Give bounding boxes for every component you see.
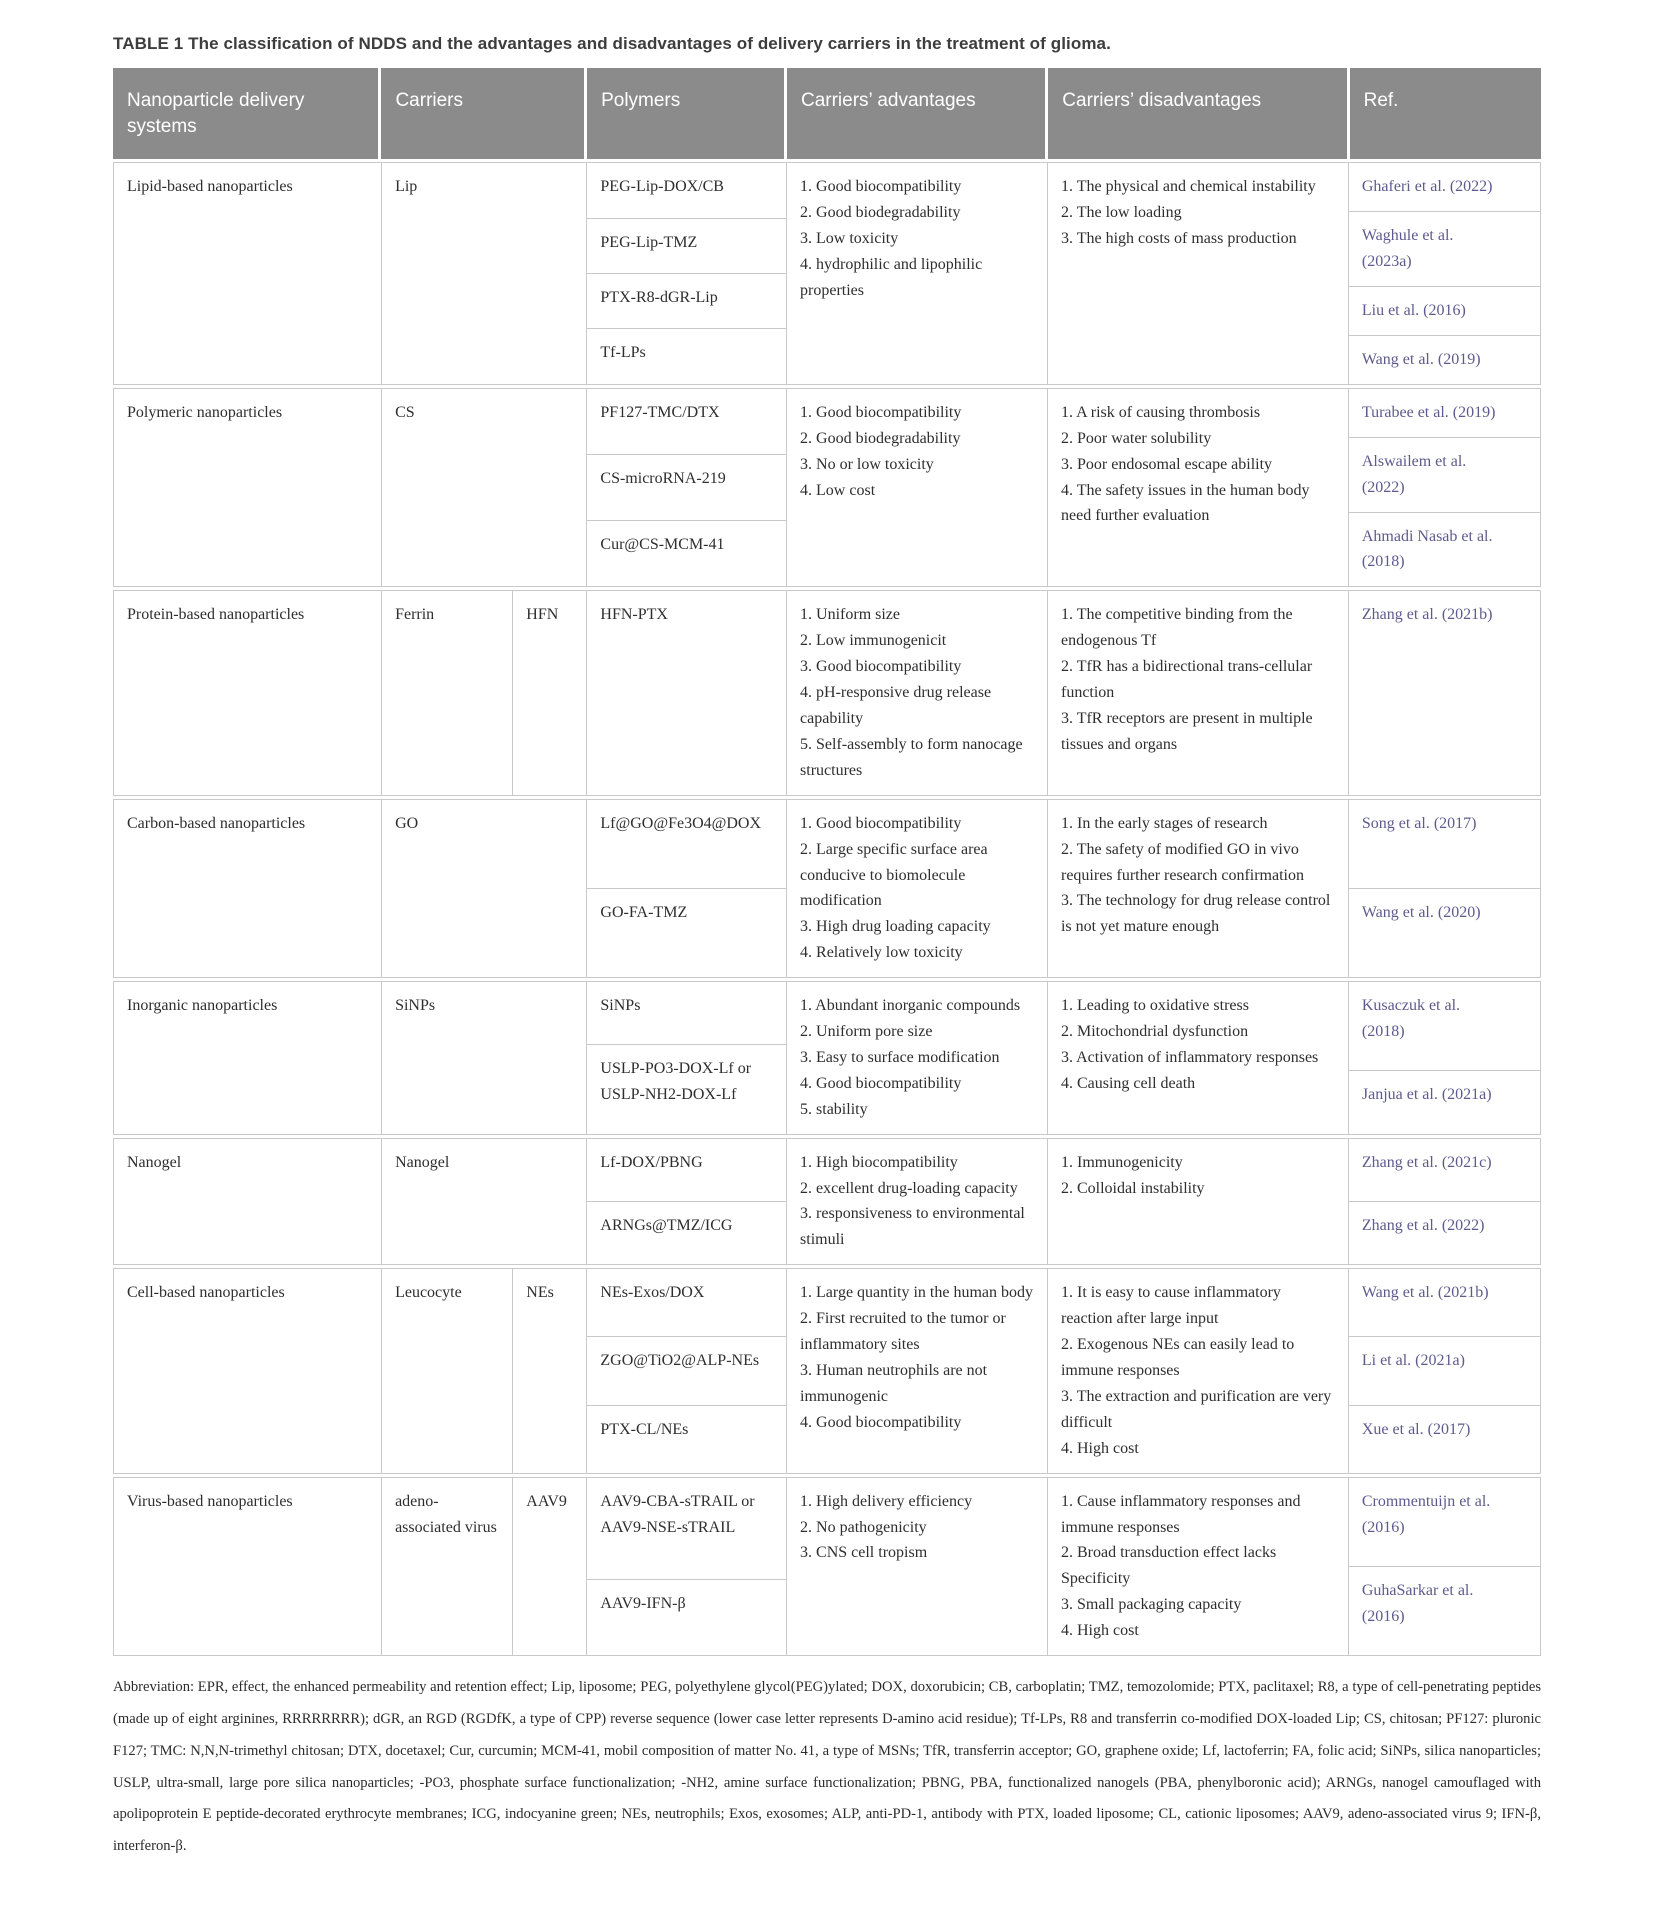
- ref-subcell: [1349, 1070, 1540, 1133]
- ref-citation-link[interactable]: Song et al. (2017): [1361, 814, 1477, 832]
- advantage-item: 1. Abundant inorganic compounds: [800, 997, 1021, 1015]
- advantage-item: 1. High delivery efficiency: [800, 1492, 973, 1510]
- cell-polymers: [587, 800, 787, 977]
- header-advantages: Carriers’ advantages: [787, 68, 1048, 159]
- ref-citation-link[interactable]: Liu et al. (2016): [1361, 302, 1466, 319]
- cell-delivery-system: Inorganic nanoparticles: [114, 982, 382, 1134]
- table-row-group: [113, 388, 1541, 588]
- disadvantage-item: 3. Small packaging capacity: [1060, 1596, 1242, 1614]
- advantage-item: 3. CNS cell tropism: [800, 1544, 928, 1562]
- disadvantage-item: 3. The technology for drug release control is not yet mature enough: [1060, 892, 1331, 936]
- ref-citation-link[interactable]: Crommentuijn et al. (2016): [1361, 1492, 1491, 1536]
- cell-polymers: [587, 1139, 787, 1265]
- polymer-item: SiNPs: [600, 997, 641, 1015]
- ref-citation-link[interactable]: Janjua et al. (2021a): [1361, 1086, 1492, 1104]
- table-row-group: [113, 981, 1541, 1135]
- cell-delivery-system: Carbon-based nanoparticles: [114, 800, 382, 977]
- polymer-item: PEG-Lip-DOX/CB: [600, 178, 724, 196]
- ref-subcell: [1349, 591, 1540, 794]
- disadvantage-item: 2. Exogenous NEs can easily lead to immune responses: [1060, 1336, 1295, 1379]
- polymer-item: PTX-CL/NEs: [587, 1405, 786, 1473]
- cell-refs: [1349, 1139, 1540, 1265]
- ref-subcell: [1349, 163, 1540, 211]
- ref-subcell: [1349, 982, 1540, 1070]
- ref-subcell: [1349, 512, 1540, 587]
- cell-disadvantages: [1048, 163, 1349, 384]
- ref-citation-link[interactable]: Wang et al. (2021b): [1361, 1284, 1489, 1302]
- polymer-item: ARNGs@TMZ/ICG: [587, 1201, 786, 1264]
- cell-delivery-system: Virus-based nanoparticles: [114, 1478, 382, 1655]
- advantage-item: 3. Low toxicity: [800, 230, 899, 248]
- disadvantage-item: 3. Activation of inflammatory responses: [1060, 1048, 1319, 1066]
- cell-polymers: [587, 389, 787, 587]
- advantage-item: 2. Good biodegradability: [800, 429, 961, 447]
- advantage-item: 3. No or low toxicity: [800, 455, 934, 473]
- cell-polymers: [587, 982, 787, 1134]
- disadvantage-item: 1. A risk of causing thrombosis: [1060, 403, 1261, 421]
- table-title: TABLE 1 The classification of NDDS and the advantages and disadvantages of delivery carriers in the treatment of glioma.: [113, 34, 1111, 53]
- disadvantage-item: 4. The safety issues in the human body need further evaluation: [1060, 481, 1310, 525]
- disadvantage-item: 2. Colloidal instability: [1060, 1179, 1205, 1197]
- polymer-item: Tf-LPs: [587, 328, 786, 383]
- ref-subcell: [1349, 1405, 1540, 1473]
- header-disadvantages: Carriers’ disadvantages: [1048, 68, 1349, 159]
- cell-carrier: SiNPs: [382, 982, 587, 1134]
- table-row-group: [113, 590, 1541, 795]
- ref-subcell: [1349, 211, 1540, 286]
- disadvantage-item: 2. The low loading: [1060, 204, 1182, 222]
- cell-refs: [1349, 1269, 1540, 1472]
- cell-advantages: [787, 800, 1048, 977]
- polymer-item: AAV9-CBA-sTRAIL or AAV9-NSE-sTRAIL: [600, 1492, 755, 1536]
- ref-subcell: [1349, 1478, 1540, 1566]
- advantage-item: 1. Uniform size: [800, 606, 901, 624]
- cell-disadvantages: [1048, 800, 1349, 977]
- disadvantage-item: 4. Causing cell death: [1060, 1074, 1196, 1092]
- ref-subcell: [1349, 286, 1540, 335]
- cell-carrier: Lip: [382, 163, 587, 384]
- table-row-group: [113, 799, 1541, 978]
- cell-disadvantages: [1048, 1478, 1349, 1655]
- advantage-item: 4. pH-responsive drug release capability: [800, 684, 992, 727]
- table-row-group: [113, 1477, 1541, 1656]
- cell-refs: [1349, 800, 1540, 977]
- advantage-item: 1. High biocompatibility: [800, 1153, 958, 1171]
- cell-refs: [1349, 389, 1540, 587]
- polymer-item: GO-FA-TMZ: [587, 888, 786, 977]
- disadvantage-item: 2. Broad transduction effect lacks Specificity: [1060, 1544, 1277, 1588]
- advantage-item: 3. responsiveness to environmental stimuli: [800, 1205, 1025, 1249]
- header-polymers: Polymers: [587, 68, 787, 159]
- disadvantage-item: 3. The extraction and purification are very difficult: [1060, 1387, 1332, 1431]
- cell-refs: [1349, 163, 1540, 384]
- cell-delivery-system: Lipid-based nanoparticles: [114, 163, 382, 384]
- cell-polymers: [587, 163, 787, 384]
- advantage-item: 1. Good biocompatibility: [800, 178, 962, 196]
- advantage-item: 3. Easy to surface modification: [800, 1048, 1000, 1066]
- table-row-group: [113, 1138, 1541, 1266]
- cell-disadvantages: [1048, 1269, 1349, 1472]
- polymer-item: AAV9-IFN-β: [587, 1579, 786, 1655]
- cell-disadvantages: [1048, 982, 1349, 1134]
- cell-delivery-system: Protein-based nanoparticles: [114, 591, 382, 794]
- polymer-item: PTX-R8-dGR-Lip: [587, 273, 786, 328]
- cell-advantages: [787, 982, 1048, 1134]
- cell-advantages: [787, 1139, 1048, 1265]
- cell-disadvantages: [1048, 591, 1349, 794]
- polymer-item: ZGO@TiO2@ALP-NEs: [587, 1336, 786, 1404]
- disadvantage-item: 1. The physical and chemical instability: [1060, 178, 1316, 196]
- disadvantage-item: 2. Poor water solubility: [1060, 429, 1212, 447]
- advantage-item: 5. Self-assembly to form nanocage structures: [800, 735, 1023, 779]
- table-body: [113, 162, 1541, 1656]
- disadvantage-item: 1. Leading to oxidative stress: [1060, 997, 1249, 1015]
- ref-subcell: [1349, 800, 1540, 888]
- advantage-item: 2. First recruited to the tumor or inflammatory sites: [800, 1310, 1006, 1354]
- disadvantage-item: 1. The competitive binding from the endogenous Tf: [1060, 606, 1293, 650]
- advantage-item: 4. Good biocompatibility: [800, 1413, 962, 1431]
- cell-delivery-system: Polymeric nanoparticles: [114, 389, 382, 587]
- ref-subcell: [1349, 389, 1540, 437]
- disadvantage-item: 3. TfR receptors are present in multiple tissues and organs: [1060, 709, 1313, 753]
- ref-citation-link[interactable]: Wang et al. (2020): [1361, 903, 1481, 921]
- advantage-item: 1. Good biocompatibility: [800, 814, 962, 832]
- advantage-item: 2. No pathogenicity: [800, 1518, 927, 1536]
- ref-citation-link[interactable]: Ghaferi et al. (2022): [1361, 178, 1493, 196]
- polymer-item: Cur@CS-MCM-41: [587, 520, 786, 586]
- header-ref: Ref.: [1350, 68, 1541, 159]
- cell-delivery-system: Nanogel: [114, 1139, 382, 1265]
- advantage-item: 5. stability: [800, 1100, 868, 1118]
- disadvantage-item: 2. Mitochondrial dysfunction: [1060, 1023, 1249, 1041]
- disadvantage-item: 3. Poor endosomal escape ability: [1060, 455, 1273, 473]
- ref-subcell: [1349, 1139, 1540, 1201]
- polymer-item: Lf-DOX/PBNG: [600, 1153, 703, 1171]
- advantage-item: 2. Large specific surface area conducive to biomolecule modification: [800, 840, 988, 910]
- cell-carrier: GO: [382, 800, 587, 977]
- cell-polymers: [587, 1478, 787, 1655]
- ref-citation-link[interactable]: Zhang et al. (2022): [1361, 1216, 1485, 1234]
- polymer-item: USLP-PO3-DOX-Lf or USLP-NH2-DOX-Lf: [587, 1044, 786, 1133]
- ref-citation-link[interactable]: Alswailem et al. (2022): [1361, 452, 1467, 496]
- advantage-item: 4. Relatively low toxicity: [800, 944, 963, 962]
- classification-table: [113, 68, 1541, 1656]
- ref-subcell: [1349, 1336, 1540, 1404]
- ref-subcell: [1349, 888, 1540, 977]
- advantage-item: 4. Good biocompatibility: [800, 1074, 962, 1092]
- cell-disadvantages: [1048, 389, 1349, 587]
- table-header-row: [113, 68, 1541, 159]
- advantage-item: 2. Good biodegradability: [800, 204, 961, 222]
- cell-carrier: Nanogel: [382, 1139, 587, 1265]
- ref-subcell: [1349, 335, 1540, 384]
- polymer-item: PEG-Lip-TMZ: [587, 218, 786, 273]
- ref-citation-link[interactable]: Li et al. (2021a): [1361, 1352, 1465, 1370]
- disadvantage-item: 2. TfR has a bidirectional trans-cellular function: [1060, 658, 1313, 702]
- advantage-item: 3. Good biocompatibility: [800, 658, 962, 676]
- cell-advantages: [787, 1269, 1048, 1472]
- ref-citation-link[interactable]: Kusaczuk et al. (2018): [1361, 997, 1461, 1041]
- cell-refs: [1349, 591, 1540, 794]
- cell-refs: [1349, 982, 1540, 1134]
- ref-citation-link[interactable]: Zhang et al. (2021b): [1361, 606, 1493, 624]
- disadvantage-item: 1. It is easy to cause inflammatory reaction after large input: [1060, 1284, 1281, 1328]
- advantage-item: 4. hydrophilic and lipophilic properties: [800, 256, 983, 299]
- polymer-item: Lf@GO@Fe3O4@DOX: [600, 814, 762, 832]
- ref-subcell: [1349, 1566, 1540, 1655]
- cell-disadvantages: [1048, 1139, 1349, 1265]
- ref-citation-link[interactable]: Ahmadi Nasab et al. (2018): [1361, 527, 1493, 571]
- polymer-item: PF127-TMC/DTX: [600, 403, 720, 421]
- advantage-item: 3. Human neutrophils are not immunogenic: [800, 1362, 988, 1405]
- cell-advantages: [787, 389, 1048, 587]
- disadvantage-item: 1. Immunogenicity: [1060, 1153, 1183, 1171]
- ref-citation-link[interactable]: Xue et al. (2017): [1361, 1420, 1471, 1438]
- disadvantage-item: 1. In the early stages of research: [1060, 814, 1268, 832]
- advantage-item: 4. Low cost: [800, 481, 876, 499]
- ref-subcell: [1349, 1269, 1540, 1336]
- header-delivery-systems: Nanoparticle delivery systems: [113, 68, 381, 159]
- polymer-item: HFN-PTX: [600, 606, 668, 624]
- disadvantage-item: 2. The safety of modified GO in vivo requires further research confirmation: [1060, 840, 1304, 884]
- ref-citation-link[interactable]: GuhaSarkar et al. (2016): [1361, 1581, 1474, 1625]
- ref-citation-link[interactable]: Wang et al. (2019): [1361, 350, 1481, 368]
- cell-carrier: Ferrin: [382, 591, 513, 794]
- ref-subcell: [1349, 437, 1540, 512]
- advantage-item: 2. Uniform pore size: [800, 1023, 933, 1041]
- header-carriers: Carriers: [381, 68, 587, 159]
- advantage-item: 3. High drug loading capacity: [800, 918, 991, 936]
- cell-carrier: adeno-associated virus: [382, 1478, 513, 1655]
- advantage-item: 1. Good biocompatibility: [800, 403, 962, 421]
- cell-advantages: [787, 163, 1048, 384]
- cell-carrier-sub: NEs: [513, 1269, 587, 1472]
- polymer-item: CS-microRNA-219: [587, 454, 786, 520]
- cell-refs: [1349, 1478, 1540, 1655]
- table-row-group: [113, 162, 1541, 385]
- cell-advantages: [787, 1478, 1048, 1655]
- cell-carrier-sub: HFN: [513, 591, 587, 794]
- cell-carrier: CS: [382, 389, 587, 587]
- disadvantage-item: 4. High cost: [1060, 1439, 1139, 1457]
- advantage-item: 1. Large quantity in the human body: [800, 1284, 1034, 1302]
- cell-polymers: [587, 591, 787, 794]
- table-row-group: [113, 1268, 1541, 1473]
- cell-carrier: Leucocyte: [382, 1269, 513, 1472]
- cell-polymers: [587, 1269, 787, 1472]
- ref-subcell: [1349, 1201, 1540, 1264]
- advantage-item: 2. Low immunogenicit: [800, 632, 947, 650]
- ref-citation-link[interactable]: Zhang et al. (2021c): [1361, 1153, 1492, 1171]
- advantage-item: 2. excellent drug-loading capacity: [800, 1179, 1018, 1197]
- ref-citation-link[interactable]: Waghule et al. (2023a): [1361, 227, 1454, 271]
- cell-carrier-sub: AAV9: [513, 1478, 587, 1655]
- ref-citation-link[interactable]: Turabee et al. (2019): [1361, 403, 1496, 421]
- disadvantage-item: 1. Cause inflammatory responses and immune responses: [1060, 1492, 1301, 1536]
- polymer-item: NEs-Exos/DOX: [600, 1284, 705, 1302]
- cell-delivery-system: Cell-based nanoparticles: [114, 1269, 382, 1472]
- abbreviation-footnote: Abbreviation: EPR, effect, the enhanced permeability and retention effect; Lip, liposome; PEG, polyethylene glycol(PEG)ylated; DOX, doxorubicin; CB, carboplatin; TMZ, temozolomide; PTX, paclitaxel; R8, a type of cell-penetrating peptides (made up of eight arginines, RRRRRRRR); dGR, an RGD (RGDfK, a type of CPP) reverse sequence (lower case letter represents D-amino acid residue); Tf-LPs, R8 and transferrin co-modified DOX-loaded Lip; CS, chitosan; PF127: pluronic F127; TMC: N,N,N-trimethyl chitosan; DTX, docetaxel; Cur, curcumin; MCM-41, mobil composition of matter No. 41, a type of MSNs; TfR, transferrin acceptor; GO, graphene oxide; Lf, lactoferrin; FA, folic acid; SiNPs, silica nanoparticles; USLP, ultra-small, large pore silica nanoparticles; -PO3, phosphate surface functionalization; -NH2, amine surface functionalization; PBNG, PBA, functionalized nanogels (PBA, phenylboronic acid); ARNGs, nanogel camouflaged with apolipoprotein E peptide-decorated erythrocyte membranes; ICG, indocyanine green; NEs, neutrophils; Exos, exosomes; ALP, anti-PD-1, antibody with PTX, loaded liposome; CL, cationic liposomes; AAV9, adeno-associated virus 9; IFN-β, interferon-β.: [113, 1679, 1541, 1855]
- disadvantage-item: 3. The high costs of mass production: [1060, 230, 1297, 248]
- cell-advantages: [787, 591, 1048, 794]
- disadvantage-item: 4. High cost: [1060, 1622, 1139, 1640]
